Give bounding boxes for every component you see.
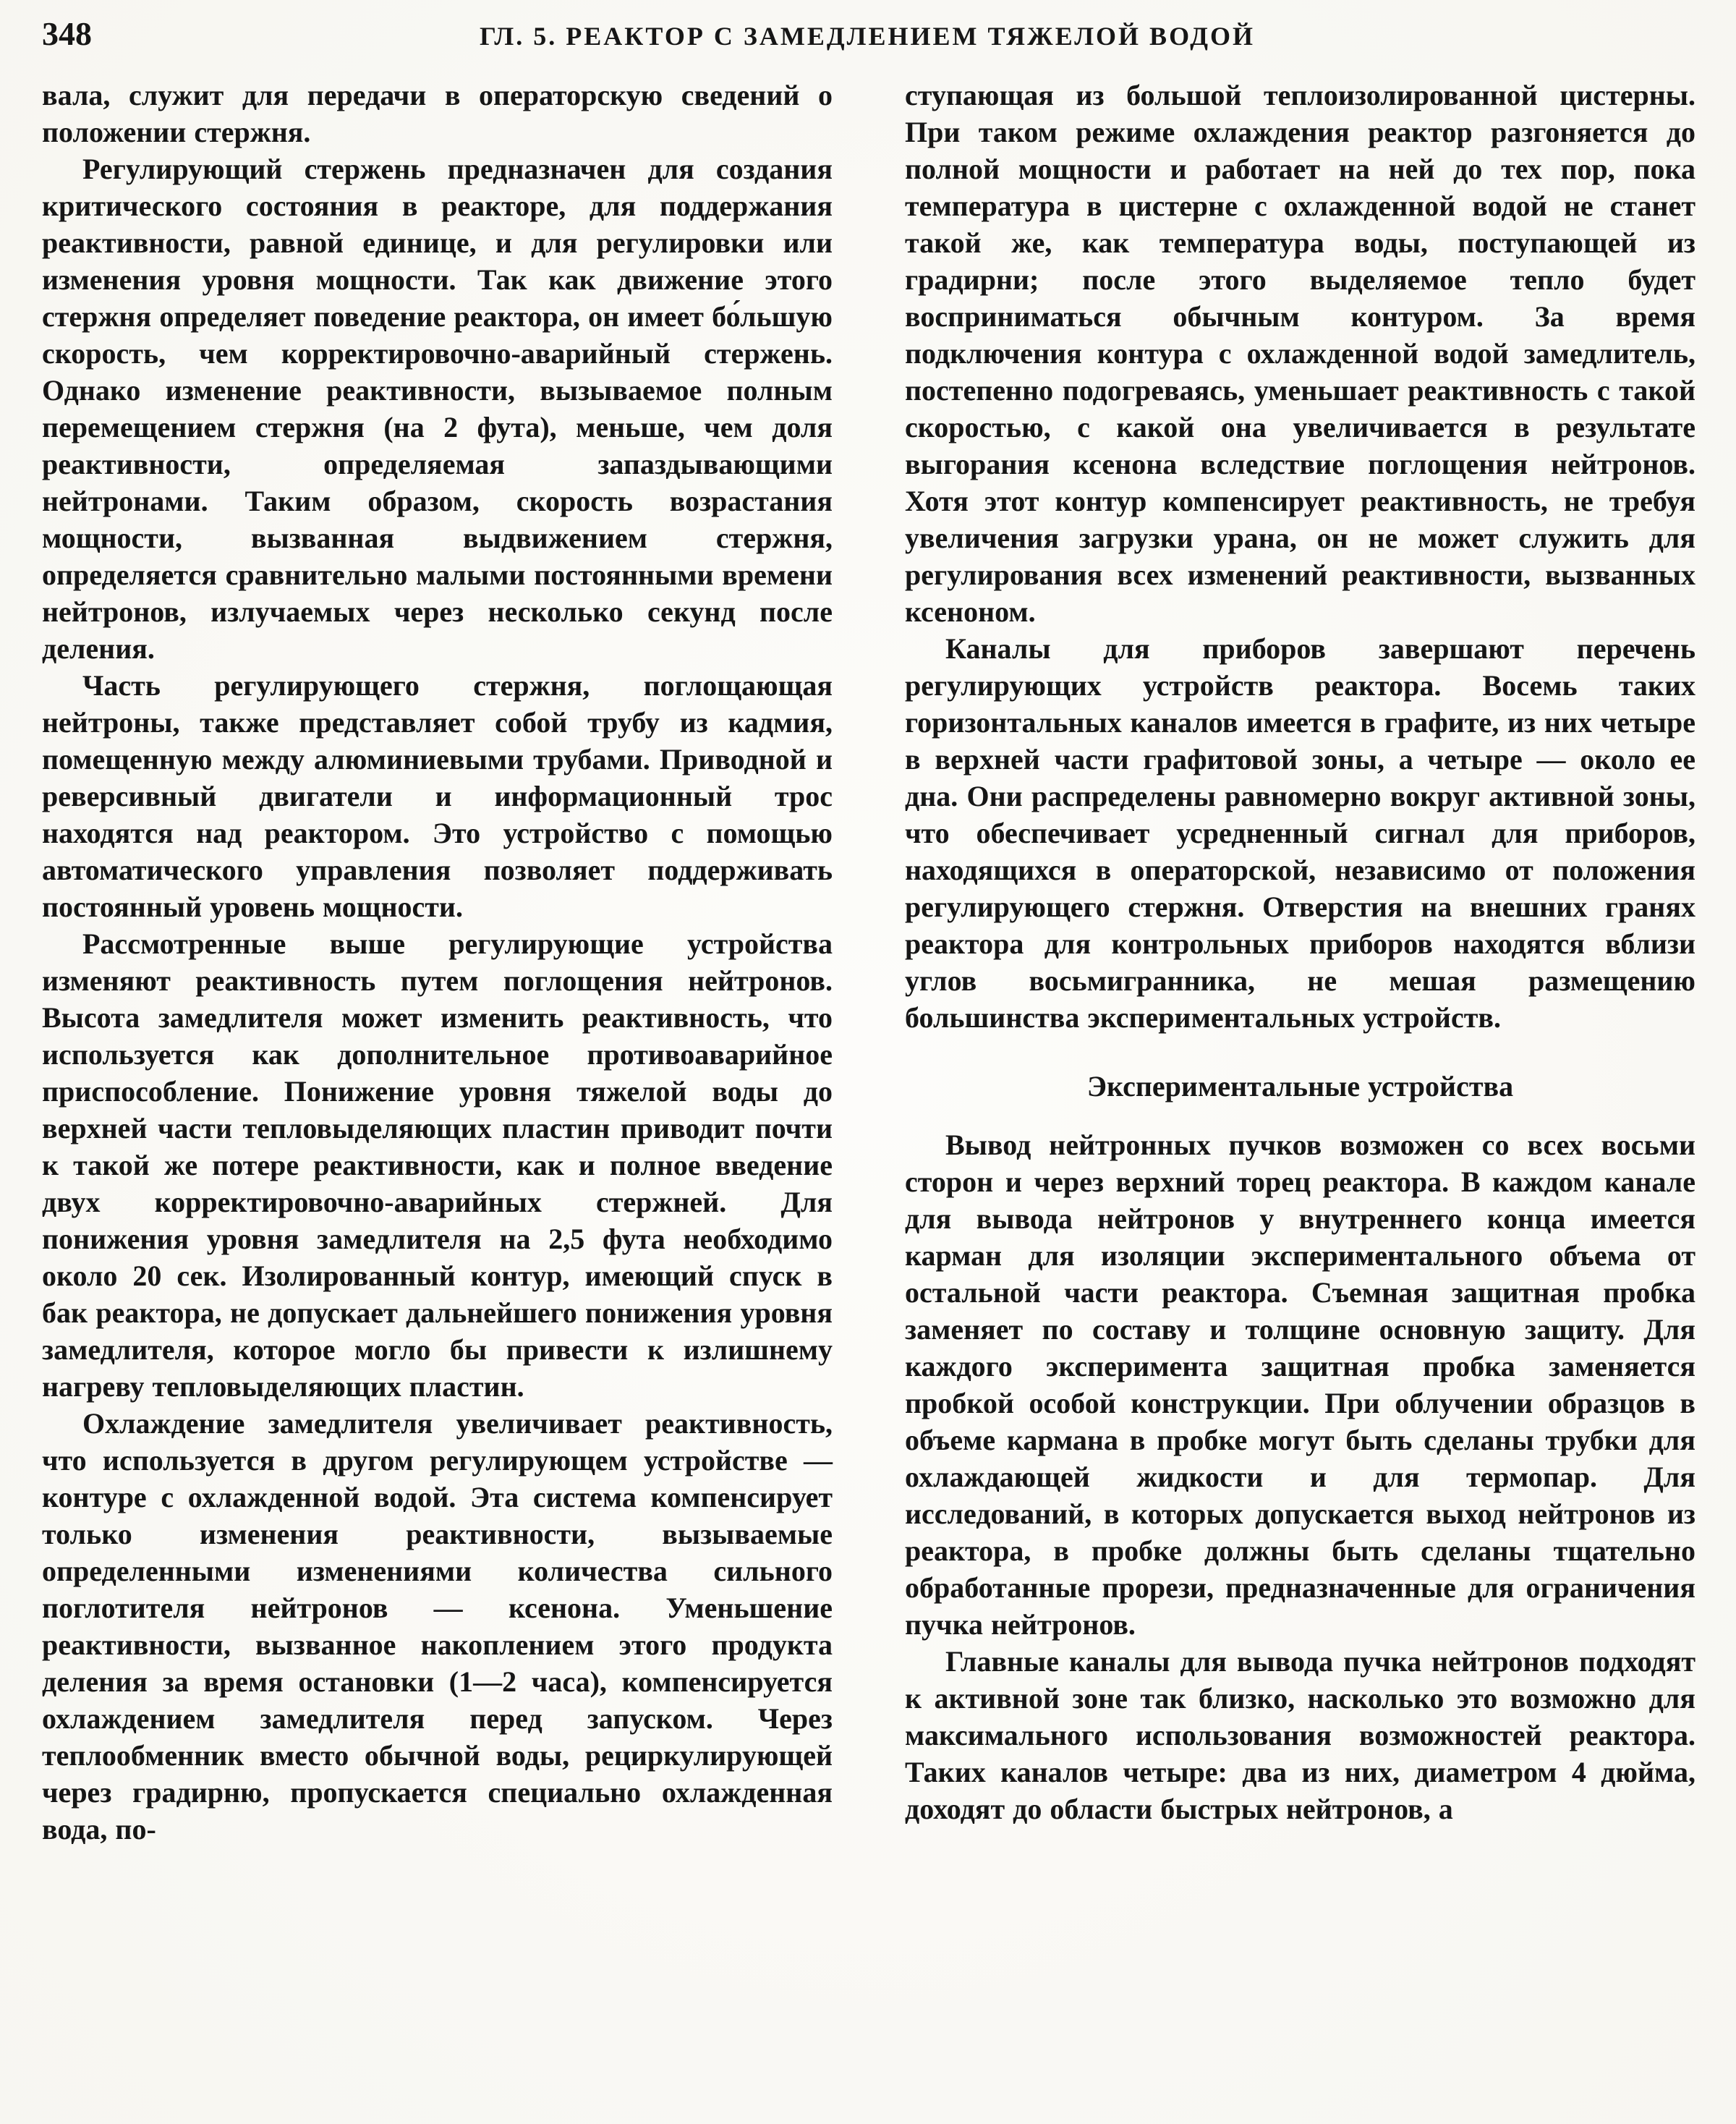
paragraph: Охлаждение замедлителя увеличивает реактивность, что используется в другом регулирующем устройстве — контуре с охлажденной водой. Эта система компенсирует только изменения реактивности, вызываемые определенными изменениями количества сильного поглотителя нейтронов — ксенона. Уменьшение реактивности, вызванное накоплением этого продукта деления за время остановки (1—2 часа), компенсируется охлаждением замедлителя перед запуском. Через теплообменник вместо обычной воды, рециркулирующей через градирню, пропускается специально охлажденная вода, по-: [42, 1407, 833, 1845]
right-column: [905, 77, 1695, 1848]
left-column: [42, 77, 833, 1848]
running-header: [42, 14, 1693, 59]
text-columns: [42, 77, 1693, 1848]
section-heading: Экспериментальные устройства: [1086, 1070, 1514, 1103]
paragraph: Регулирующий стержень предназначен для создания критического состояния в реакторе, для поддержания реактивности, равной единице, и для регулировки или изменения уровня мощности. Так как движение этого стержня определяет поведение реактора, он имеет бо́льшую скорость, чем корректировочно-аварийный стержень. Однако изменение реактивности, вызываемое полным перемещением стержня (на 2 фута), меньше, чем доля реактивности, определяемая запаздывающими нейтронами. Таким образом, скорость возрастания мощности, вызванная выдвижением стержня, определяется сравнительно малыми постоянными времени нейтронов, излучаемых через несколько секунд после деления.: [42, 153, 833, 665]
paragraph: Каналы для приборов завершают перечень регулирующих устройств реактора. Восемь таких горизонтальных каналов имеется в графите, из них четыре в верхней части графитовой зоны, а четыре — около ее дна. Они распределены равномерно вокруг активной зоны, что обеспечивает усредненный сигнал для приборов, находящихся в операторской, независимо от положения регулирующего стержня. Отверстия на внешних гранях реактора для контрольных приборов находятся вблизи углов восьмигранника, не мешая размещению большинства экспериментальных устройств.: [905, 632, 1695, 1034]
paragraph: вала, служит для передачи в операторскую сведений о положении стержня.: [42, 79, 833, 148]
paragraph: Рассмотренные выше регулирующие устройства изменяют реактивность путем поглощения нейтронов. Высота замедлителя может изменить реактивность, что используется как дополнительное противоаварийное приспособление. Понижение уровня тяжелой воды до верхней части тепловыделяющих пластин приводит почти к такой же потере реактивности, как и полное введение двух корректировочно-аварийных стержней. Для понижения уровня замедлителя на 2,5 фута необходимо около 20 сек. Изолированный контур, имеющий спуск в бак реактора, не допускает дальнейшего понижения уровня замедлителя, которое могло бы привести к излишнему нагреву тепловыделяющих пластин.: [42, 927, 833, 1403]
paragraph: Вывод нейтронных пучков возможен со всех восьми сторон и через верхний торец реактора. В каждом канале для вывода нейтронов у внутреннего конца имеется карман для изоляции экспериментального объема от остальной части реактора. Съемная защитная пробка заменяет по составу и толщине основную защиту. Для каждого эксперимента защитная пробка заменяется пробкой особой конструкции. При облучении образцов в объеме кармана в пробке могут быть сделаны трубки для охлаждающей жидкости и для термопар. Для исследований, в которых допускается выход нейтронов из реактора, в пробке должны быть сделаны тщательно обработанные прорези, предназначенные для ограничения пучка нейтронов.: [905, 1129, 1695, 1641]
page-number: 348: [42, 15, 92, 52]
paragraph: ступающая из большой теплоизолированной цистерны. При таком режиме охлаждения реактор разгоняется до полной мощности и работает на ней до тех пор, пока температура в цистерне с охлажденной водой не станет такой же, как температура воды, поступающей из градирни; после этого выделяемое тепло будет восприниматься обычным контуром. За время подключения контура с охлажденной водой замедлитель, постепенно подогреваясь, уменьшает реактивность с такой скоростью, с какой она увеличивается в результате выгорания ксенона вследствие поглощения нейтронов. Хотя этот контур компенсирует реактивность, не требуя увеличения загрузки урана, он не может служить для регулирования всех изменений реактивности, вызванных ксеноном.: [905, 79, 1695, 628]
paragraph: Главные каналы для вывода пучка нейтронов подходят к активной зоне так близко, насколько это возможно для максимального использования возможностей реактора. Таких каналов четыре: два из них, диаметром 4 дюйма, доходят до области быстрых нейтронов, а: [905, 1645, 1695, 1825]
paragraph: Часть регулирующего стержня, поглощающая нейтроны, также представляет собой трубу из кадмия, помещенную между алюминиевыми трубами. Приводной и реверсивный двигатели и информационный трос находятся над реактором. Это устройство с помощью автоматического управления позволяет поддерживать постоянный уровень мощности.: [42, 669, 833, 923]
running-title: ГЛ. 5. РЕАКТОР С ЗАМЕДЛЕНИЕМ ТЯЖЕЛОЙ ВОДОЙ: [479, 22, 1256, 51]
